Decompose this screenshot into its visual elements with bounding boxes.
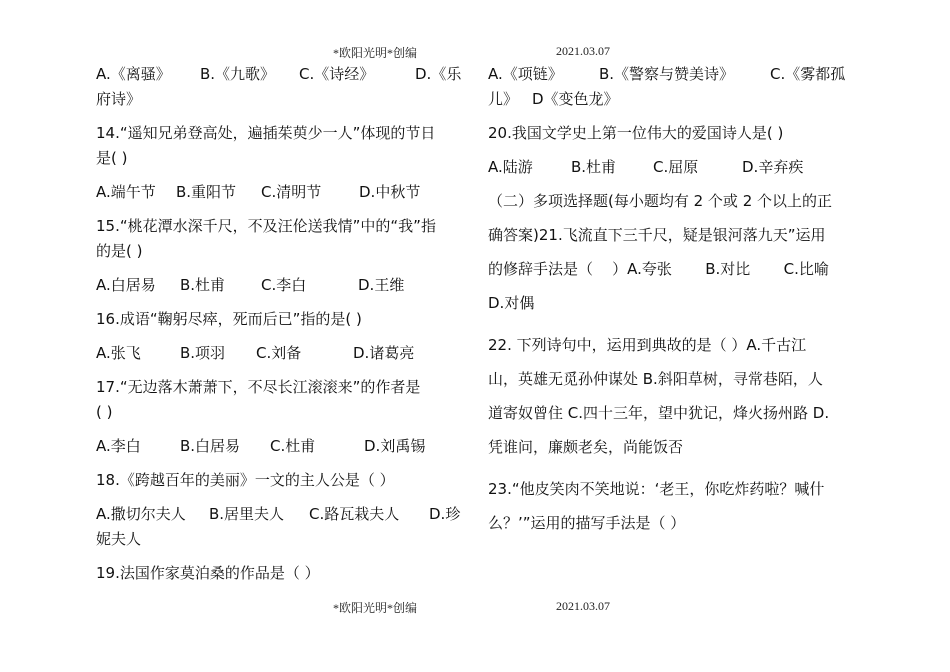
q13-option-cont: 府诗》 <box>96 90 142 108</box>
q17-option-a: A.李白 <box>96 437 141 455</box>
q16-option-a: A.张飞 <box>96 344 141 362</box>
q23-text-line1: 23.“他皮笑肉不笑地说：‘老王，你吃炸药啦？喊什 <box>488 480 825 498</box>
q15-option-b: B.杜甫 <box>180 276 226 294</box>
q20-options <box>488 155 868 180</box>
q21-text-line3: 的修辞手法是（ ）A.夸张 B.对比 C.比喻 <box>488 260 829 278</box>
q23-text-line2: 么？’”运用的描写手法是（ ） <box>488 514 686 532</box>
q13-option-b: B.《九歌》 <box>200 65 276 83</box>
q14-options <box>96 180 476 205</box>
q18-text-line1: 18.《跨越百年的美丽》一文的主人公是（ ） <box>96 471 395 489</box>
q20-option-a: A.陆游 <box>488 158 533 176</box>
q18-option-c: C.路瓦栽夫人 <box>309 505 400 523</box>
q22-text-line4: 凭谁问，廉颇老矣，尚能饭否 <box>488 438 684 456</box>
q14-option-b: B.重阳节 <box>176 183 237 201</box>
q22-text-line2: 山，英雄无觅孙仲谋处 B.斜阳草树，寻常巷陌，人 <box>488 370 823 388</box>
q14-text-line1: 14.“遥知兄弟登高处，遍插茱萸少一人”体现的节日 <box>96 124 436 142</box>
q13-option-a: A.《离骚》 <box>96 65 171 83</box>
section2-text-line1: （二）多项选择题(每小题均有 2 个或 2 个以上的正 <box>488 192 833 210</box>
footer-author: *欧阳光明*创编 <box>333 601 418 615</box>
q17-text-line2: ( ) <box>96 403 113 421</box>
q15-options <box>96 273 476 298</box>
q18-option-b: B.居里夫人 <box>209 505 285 523</box>
q18-options <box>96 502 476 527</box>
q18-option-a: A.撒切尔夫人 <box>96 505 186 523</box>
q17-text-line1: 17.“无边落木萧萧下，不尽长江滚滚来”的作者是 <box>96 378 421 396</box>
q15-text-line2: 的是( ) <box>96 242 143 260</box>
q19-text-line1: 19.法国作家莫泊桑的作品是（ ） <box>96 564 320 582</box>
q17-option-b: B.白居易 <box>180 437 241 455</box>
header-date: 2021.03.07 <box>556 44 610 58</box>
q16-text-line1: 16.成语“鞠躬尽瘁，死而后已”指的是( ) <box>96 310 362 328</box>
q15-text-line1: 15.“桃花潭水深千尺，不及汪伦送我情”中的“我”指 <box>96 217 436 235</box>
q15-option-a: A.白居易 <box>96 276 156 294</box>
q19-option-a: A.《项链》 <box>488 65 563 83</box>
q19-option-c: C.《雾都孤 <box>770 65 846 83</box>
q21-text-line4: D.对偶 <box>488 294 535 312</box>
q13-option-d: D.《乐 <box>415 65 462 83</box>
q14-option-d: D.中秋节 <box>359 183 421 201</box>
q22-text-line1: 22. 下列诗句中，运用到典故的是（ ）A.千古江 <box>488 336 807 354</box>
right-column <box>488 62 868 536</box>
q15-option-d: D.王维 <box>358 276 405 294</box>
q14-option-c: C.清明节 <box>261 183 322 201</box>
q17-options <box>96 434 476 459</box>
q20-option-b: B.杜甫 <box>571 158 617 176</box>
q19-option-b: B.《警察与赞美诗》 <box>599 65 735 83</box>
q20-option-c: C.屈原 <box>653 158 699 176</box>
q16-option-d: D.诸葛亮 <box>353 344 415 362</box>
q22-text-line3: 道寄奴曾住 C.四十三年，望中犹记，烽火扬州路 D. <box>488 404 830 422</box>
q18-option-cont: 妮夫人 <box>96 530 142 548</box>
header-author: *欧阳光明*创编 <box>333 46 418 60</box>
left-column <box>96 62 476 586</box>
q18-option-d: D.珍 <box>429 505 461 523</box>
q14-text-line2: 是( ) <box>96 149 128 167</box>
section2-text-line2: 确答案)21.飞流直下三千尺，疑是银河落九天”运用 <box>488 226 826 244</box>
q19-options-line1 <box>488 62 868 87</box>
q17-option-c: C.杜甫 <box>270 437 316 455</box>
q15-option-c: C.李白 <box>261 276 307 294</box>
q19-options-line2 <box>488 87 868 112</box>
q20-text-line1: 20.我国文学史上第一位伟大的爱国诗人是( ) <box>488 124 784 142</box>
q16-option-b: B.项羽 <box>180 344 226 362</box>
q19-option-c-cont: 儿》 <box>488 90 519 108</box>
q17-option-d: D.刘禹锡 <box>364 437 426 455</box>
q16-options <box>96 341 476 366</box>
footer-date: 2021.03.07 <box>556 599 610 613</box>
q13-option-c: C.《诗经》 <box>299 65 375 83</box>
q20-option-d: D.辛弃疾 <box>742 158 804 176</box>
q13-options <box>96 62 476 87</box>
q14-option-a: A.端午节 <box>96 183 156 201</box>
q19-option-d: D《变色龙》 <box>532 90 619 108</box>
q16-option-c: C.刘备 <box>256 344 302 362</box>
